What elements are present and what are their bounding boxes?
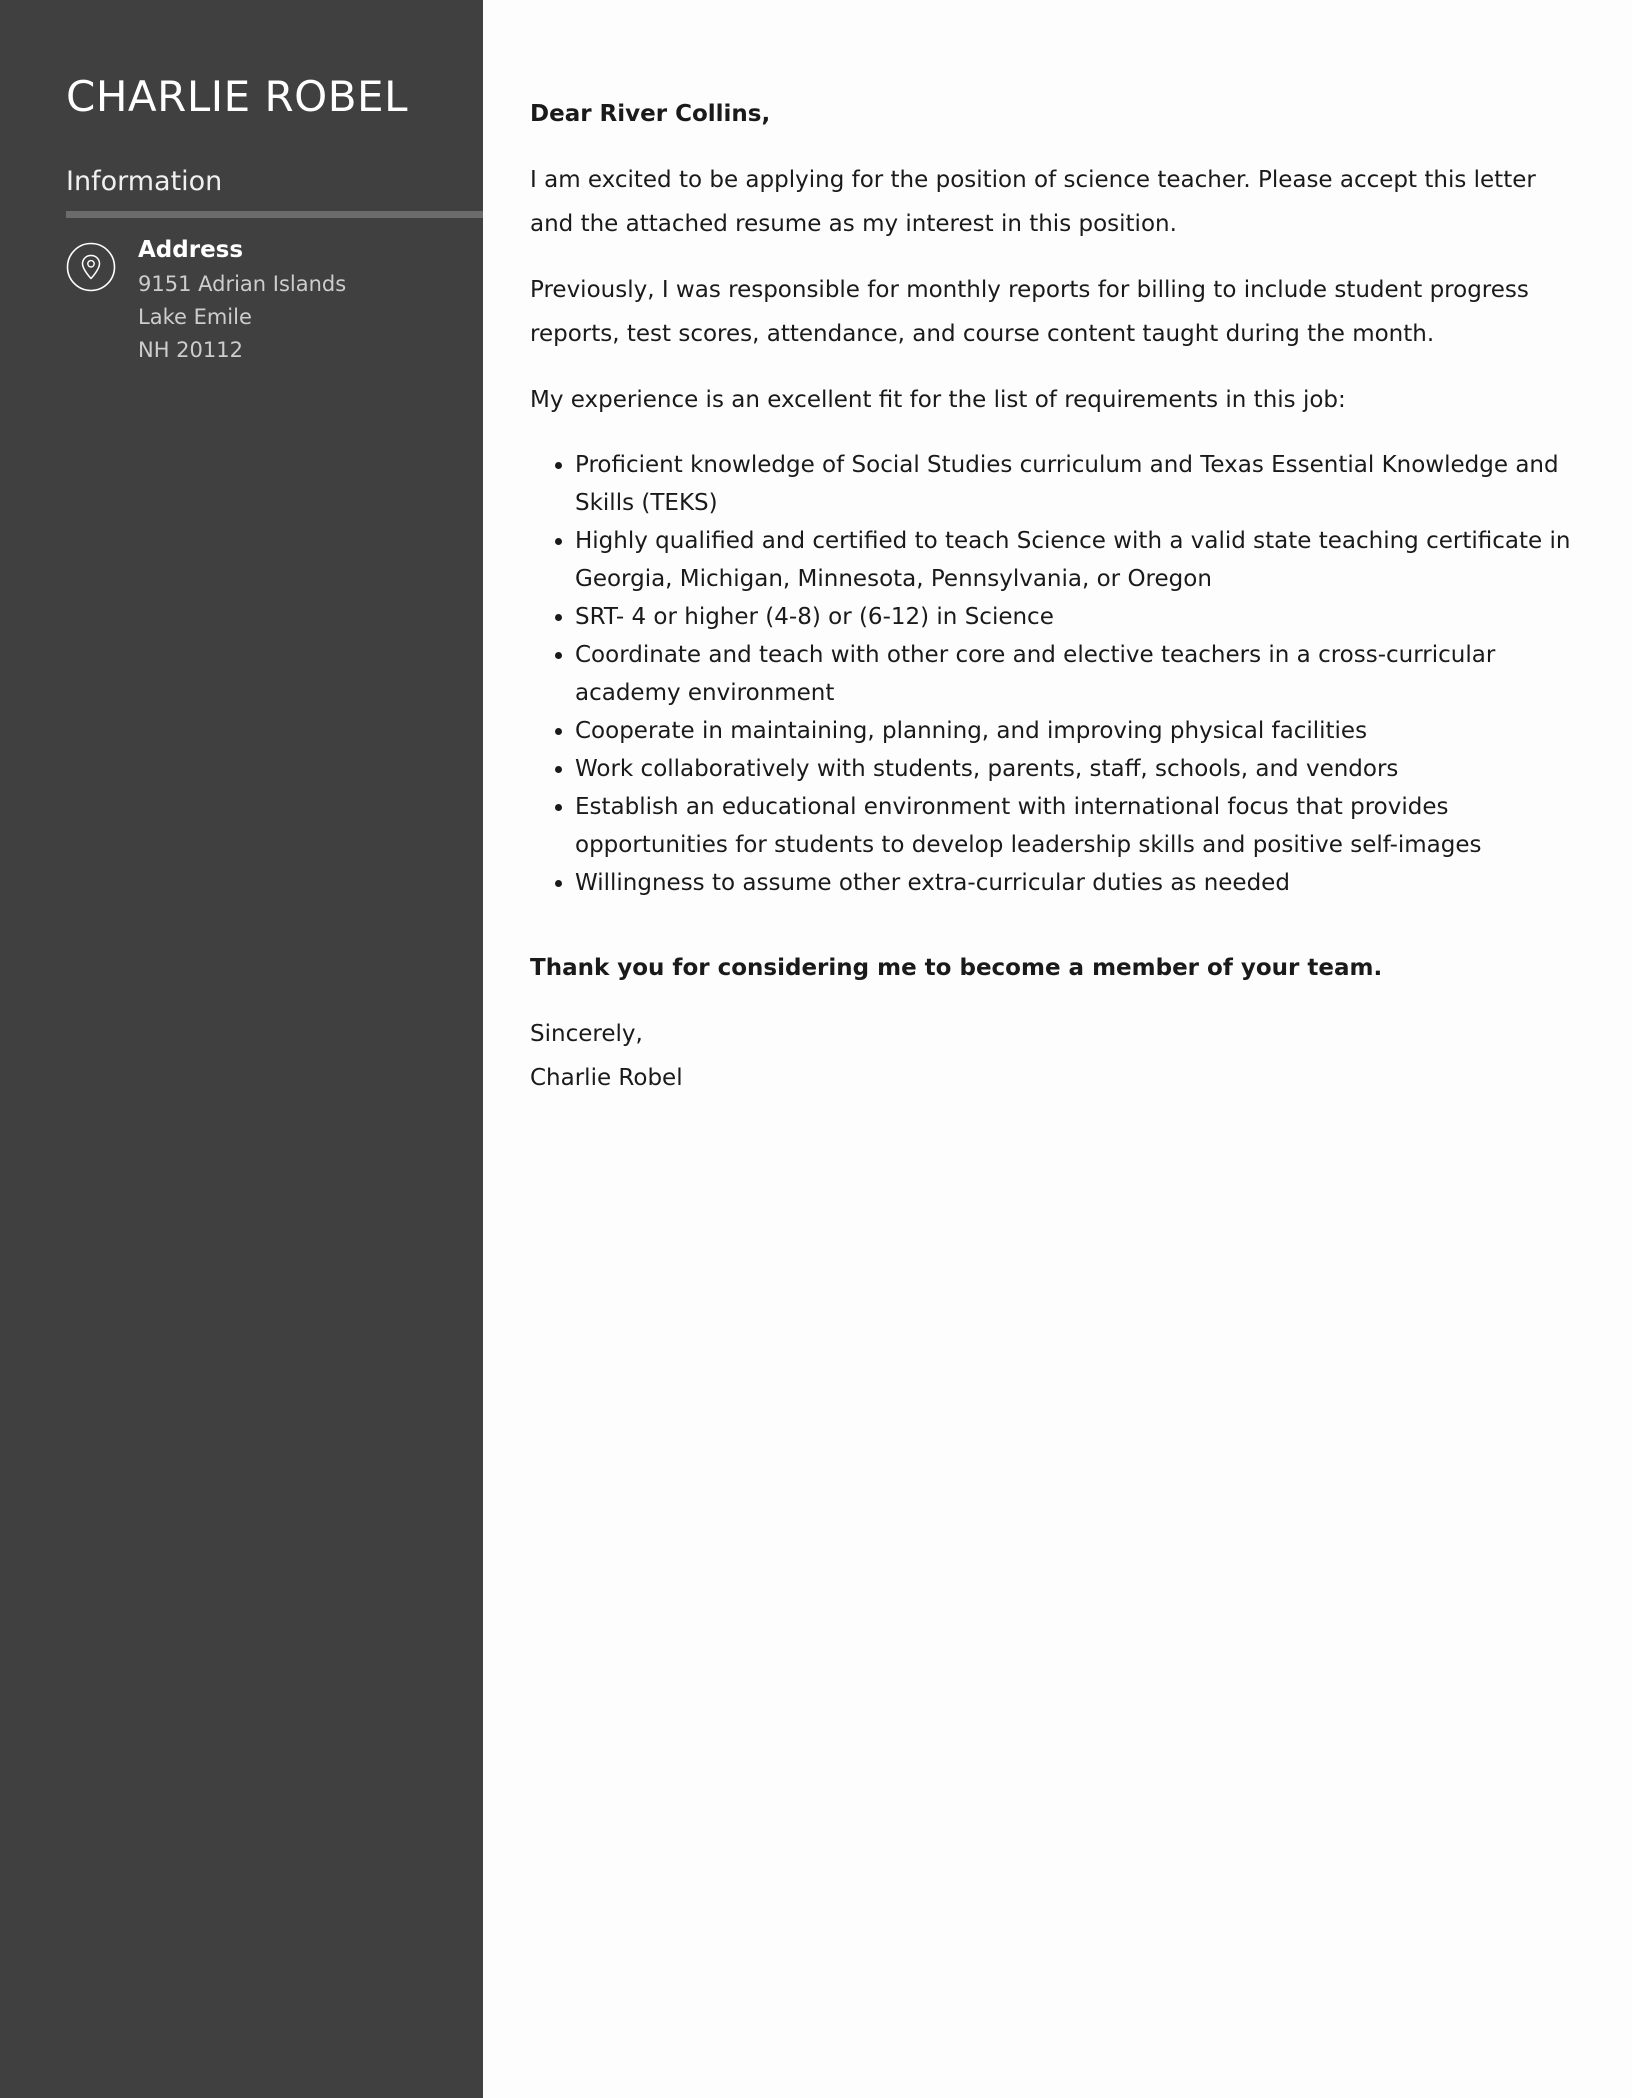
list-item: • Establish an educational environment with international focus that provides opportunities for students to develop leadership skills and positive self-images — [575, 788, 1575, 864]
address-line-state-zip: NH 20112 — [138, 338, 243, 362]
letter-body — [530, 92, 1575, 1100]
list-item: • Willingness to assume other extra-curricular duties as needed — [575, 864, 1575, 902]
address-line-city: Lake Emile — [138, 305, 252, 329]
list-item: • Work collaboratively with students, parents, staff, schools, and vendors — [575, 750, 1575, 788]
salutation: Dear River Collins, — [530, 101, 771, 127]
closing: Sincerely, — [530, 1021, 643, 1047]
list-item: • SRT- 4 or higher (4-8) or (6-12) in Science — [575, 598, 1575, 636]
map-pin-icon — [66, 242, 116, 292]
requirements-list — [530, 446, 1575, 902]
section-divider — [66, 211, 483, 218]
section-title-information: Information — [66, 166, 223, 197]
paragraph-experience: Previously, I was responsible for monthly reports for billing to include student progress reports, test scores, attendance, and course content taught during the month. — [530, 277, 1529, 347]
paragraph-intro: I am excited to be applying for the position of science teacher. Please accept this letter and the attached resume as my interest in this position. — [530, 167, 1536, 237]
address-label: Address — [138, 237, 244, 263]
candidate-name: CHARLIE ROBEL — [66, 72, 408, 121]
list-item: • Coordinate and teach with other core and elective teachers in a cross-curricular academy environment — [575, 636, 1575, 712]
thanks-line: Thank you for considering me to become a member of your team. — [530, 955, 1383, 981]
list-item: • Proficient knowledge of Social Studies curriculum and Texas Essential Knowledge and Skills (TEKS) — [575, 446, 1575, 522]
paragraph-requirements-intro: My experience is an excellent fit for the list of requirements in this job: — [530, 387, 1346, 413]
sidebar — [0, 0, 483, 2098]
signature: Charlie Robel — [530, 1065, 683, 1091]
list-item: • Cooperate in maintaining, planning, and improving physical facilities — [575, 712, 1575, 750]
list-item: • Highly qualified and certified to teach Science with a valid state teaching certificate in Georgia, Michigan, Minnesota, Pennsylvania, or Oregon — [575, 522, 1575, 598]
address-line-street: 9151 Adrian Islands — [138, 272, 347, 296]
